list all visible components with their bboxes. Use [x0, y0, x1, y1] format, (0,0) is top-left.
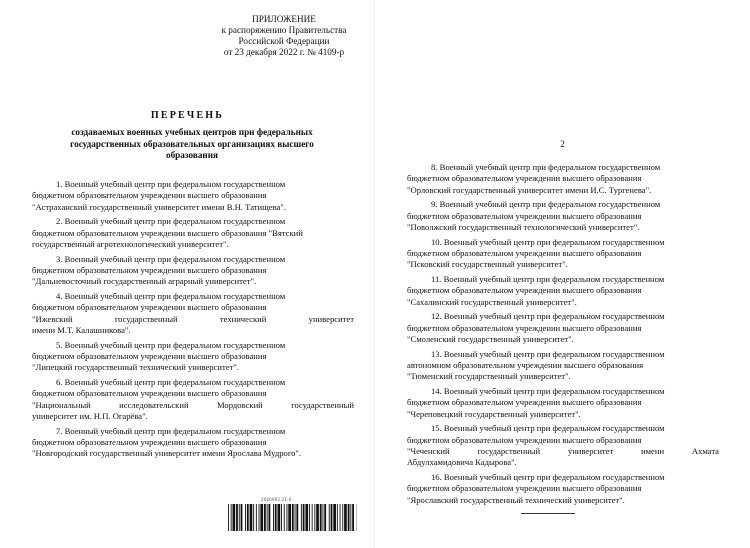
- appendix-date-number: от 23 декабря 2022 г. № 4109-р: [223, 47, 345, 57]
- item-line: 15. Военный учебный центр при федеральном государственном: [431, 423, 665, 434]
- subtitle-line: государственных образовательных организациях высшего: [70, 138, 314, 149]
- item-line: 12. Военный учебный центр при федеральном государственном: [431, 311, 665, 322]
- item-line: имени М.Т. Калашникова".: [32, 325, 131, 336]
- item-line: 3. Военный учебный центр при федеральном государственном: [56, 253, 286, 264]
- item-line: бюджетном образовательном учреждении высшего образования: [32, 388, 267, 399]
- item-line: "Липецкий государственный технический университет".: [32, 362, 239, 373]
- item-line: "Псковский государственный университет".: [407, 259, 568, 270]
- item-line: бюджетном образовательном учреждении высшего образования: [407, 248, 642, 258]
- list-item: [32, 426, 354, 460]
- item-line: 9. Военный учебный центр при федеральном государственном: [431, 199, 661, 210]
- page-number: 2: [560, 139, 565, 149]
- list-item: [407, 472, 719, 506]
- item-line: "Орловский государственный университет имени И.С. Тургенева".: [407, 184, 652, 195]
- item-line: 16. Военный учебный центр при федеральном государственном: [431, 471, 665, 482]
- item-line: бюджетном образовательном учреждении высшего образования: [407, 285, 642, 296]
- item-line: 14. Военный учебный центр при федеральном государственном: [431, 385, 665, 396]
- item-line: бюджетном образовательном учреждении высшего образования: [407, 173, 642, 184]
- barcode-label: 2066992.21-6: [261, 497, 292, 502]
- item-line-justified: "Чеченский государственный университет имени Ахмата: [407, 445, 719, 456]
- item-line-justified: "Национальный исследовательский Мордовский государственный: [32, 399, 354, 410]
- item-line: 5. Военный учебный центр при федеральном государственном: [56, 339, 286, 350]
- subtitle-line: создаваемых военных учебных центров при федеральных: [71, 127, 313, 137]
- item-line: 6. Военный учебный центр при федеральном государственном: [56, 376, 286, 387]
- list-item: [32, 254, 354, 288]
- end-of-document-line: [521, 513, 575, 514]
- document-title: ПЕРЕЧЕНЬ: [150, 110, 225, 121]
- appendix-order-ref: к распоряжению Правительства: [221, 25, 347, 35]
- item-line: бюджетном образовательном учреждении высшего образования: [407, 483, 642, 494]
- list-item: [32, 340, 354, 374]
- item-line: бюджетном образовательном учреждении высшего образования: [32, 190, 267, 201]
- item-line: бюджетном образовательном учреждении высшего образования: [32, 351, 267, 361]
- item-line: 7. Военный учебный центр при федеральном государственном: [56, 425, 286, 436]
- item-line: 13. Военный учебный центр при федеральном государственном: [431, 348, 665, 359]
- item-line: "Тюменский государственный университет".: [407, 371, 571, 382]
- list-item: [407, 349, 719, 383]
- item-line: бюджетном образовательном учреждении высшего образования: [407, 322, 642, 333]
- item-line: "Поволжский государственный технологический университет".: [407, 222, 640, 233]
- list-item: [407, 423, 719, 468]
- item-line: "Ярославский государственный технический университет".: [407, 494, 625, 505]
- item-line: автономном образовательном учреждении высшего образования: [407, 359, 644, 370]
- list-item: [32, 377, 354, 422]
- list-item: [32, 291, 354, 336]
- subtitle-line: образования: [165, 150, 218, 160]
- item-line: 8. Военный учебный центр при федеральном государственном: [431, 162, 661, 172]
- item-line: 4. Военный учебный центр при федеральном государственном: [56, 290, 286, 301]
- item-line: 2. Военный учебный центр при федеральном государственном: [56, 216, 286, 227]
- item-line: "Череповецкий государственный университет".: [407, 408, 581, 419]
- item-line: "Дальневосточный государственный аграрный университет".: [32, 276, 257, 287]
- item-line: "Сахалинский государственный университет".: [407, 296, 577, 307]
- list-item: [407, 311, 719, 345]
- item-line: бюджетном образовательном учреждении высшего образования: [32, 437, 267, 447]
- item-line-justified: "Ижевский государственный технический университет: [32, 313, 354, 324]
- item-line: 11. Военный учебный центр при федеральном государственном: [431, 273, 665, 284]
- appendix-header: [196, 14, 372, 58]
- item-line: бюджетном образовательном учреждении высшего образования: [32, 265, 267, 275]
- item-line: бюджетном образовательном учреждении высшего образования "Вятский: [32, 227, 303, 238]
- list-item: [407, 274, 719, 308]
- document-page-2: [375, 0, 750, 548]
- item-line: 1. Военный учебный центр при федеральном государственном: [56, 179, 286, 189]
- item-line: Абдулхамидовича Кадырова".: [407, 457, 517, 468]
- appendix-label: ПРИЛОЖЕНИЕ: [252, 14, 316, 24]
- items-list-page-1: [32, 179, 354, 463]
- item-line: "Новгородский государственный университет имени Ярослава Мудрого".: [32, 448, 302, 459]
- items-list-page-2: [407, 162, 719, 509]
- barcode-icon: [228, 504, 357, 531]
- item-line: бюджетном образовательном учреждении высшего образования: [407, 397, 642, 408]
- item-line: государственный агротехнологический университет".: [32, 239, 229, 250]
- item-line: бюджетном образовательном учреждении высшего образования: [32, 302, 267, 313]
- item-line: бюджетном образовательном учреждении высшего образования: [407, 434, 642, 445]
- document-subtitle: [60, 127, 324, 162]
- item-line: 10. Военный учебный центр при федеральном государственном: [431, 236, 665, 247]
- list-item: [32, 216, 354, 250]
- item-line: "Астраханский государственный университет имени В.Н. Татищева".: [32, 201, 287, 212]
- item-line: "Смоленский государственный университет".: [407, 334, 574, 344]
- item-line: университет им. Н.П. Огарёва".: [32, 411, 148, 422]
- appendix-authority: Российской Федерации: [238, 36, 330, 46]
- list-item: [407, 237, 719, 271]
- list-item: [407, 199, 719, 233]
- item-line: бюджетном образовательном учреждении высшего образования: [407, 210, 642, 221]
- list-item: [32, 179, 354, 213]
- list-item: [407, 162, 719, 196]
- list-item: [407, 386, 719, 420]
